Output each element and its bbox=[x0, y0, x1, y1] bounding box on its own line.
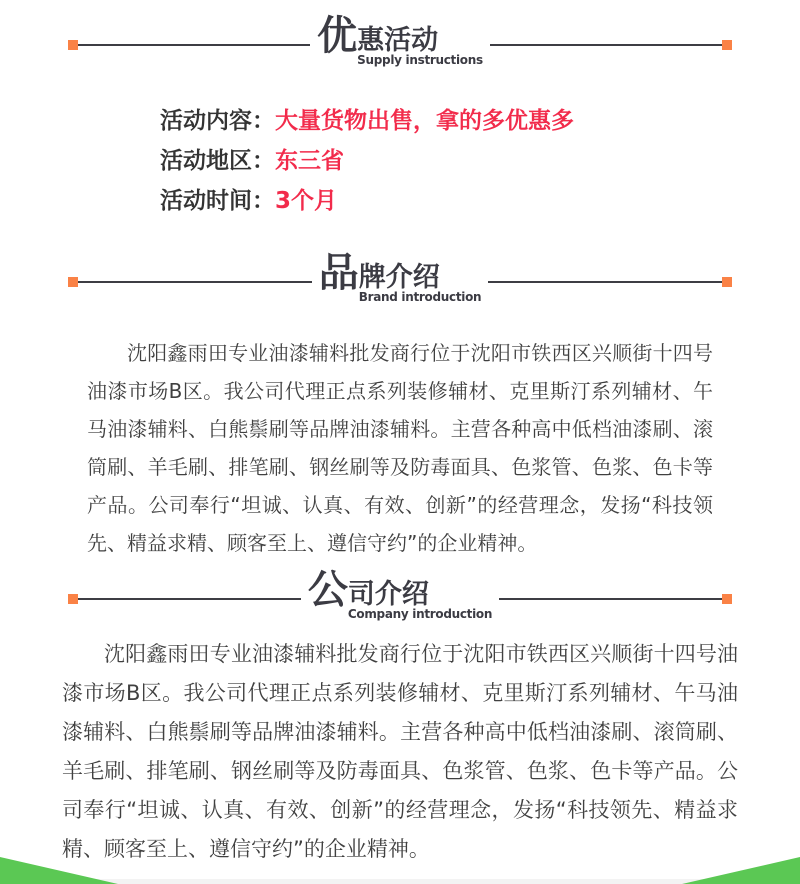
promo-title-big-char: 优 bbox=[317, 13, 358, 59]
accent-square-right bbox=[722, 594, 732, 604]
accent-square-right bbox=[722, 40, 732, 50]
company-title-rest: 司介绍 bbox=[347, 579, 429, 610]
promo-row-duration bbox=[160, 181, 800, 221]
header-line-left bbox=[78, 44, 310, 46]
section-header-promo bbox=[0, 13, 800, 67]
promo-row-value: 东三省 bbox=[275, 148, 344, 174]
promo-subtitle: Supply instructions bbox=[357, 53, 483, 67]
accent-square-left bbox=[68, 594, 78, 604]
brand-title bbox=[318, 250, 482, 296]
promo-row-value: 3个月 bbox=[275, 188, 338, 214]
promo-row-label: 活动时间： bbox=[160, 188, 275, 214]
promo-row-region bbox=[160, 141, 800, 181]
brand-title-big-char: 品 bbox=[318, 250, 359, 296]
brand-header-text bbox=[312, 250, 489, 304]
promo-row-content bbox=[160, 101, 800, 141]
accent-square-right bbox=[722, 277, 732, 287]
section-header-company bbox=[0, 567, 800, 621]
accent-square-left bbox=[68, 277, 78, 287]
promo-rows bbox=[160, 101, 800, 221]
header-line-left bbox=[78, 281, 312, 283]
company-subtitle: Company introduction bbox=[347, 607, 493, 621]
promo-row-value: 大量货物出售，拿的多优惠多 bbox=[275, 108, 574, 134]
promo-row-label: 活动内容： bbox=[160, 108, 275, 134]
header-line-right bbox=[499, 598, 722, 600]
accent-square-left bbox=[68, 40, 78, 50]
company-title-big-char: 公 bbox=[307, 567, 348, 613]
promo-row-label: 活动地区： bbox=[160, 148, 275, 174]
header-line-left bbox=[78, 598, 301, 600]
promo-header-text bbox=[310, 13, 490, 67]
header-line-right bbox=[490, 44, 722, 46]
header-line-right bbox=[488, 281, 722, 283]
company-title bbox=[307, 567, 492, 613]
brand-intro-paragraph: 沈阳鑫雨田专业油漆辅料批发商行位于沈阳市铁西区兴顺街十四号油漆市场B区。我公司代理正点系列装修辅材、克里斯汀系列辅材、午马油漆辅料、白熊鬃刷等品牌油漆辅料。主营各种高中低档油漆刷、滚筒刷、羊毛刷、排笔刷、钢丝刷等及防毒面具、色浆管、色浆、色卡等产品。公司奉行“坦诚、认真、有效、创新”的经营理念，发扬“科技领先、精益求精、顾客至上、遵信守约”的企业精神。 bbox=[87, 341, 713, 555]
bottom-strip bbox=[0, 879, 800, 884]
promo-title-rest: 惠活动 bbox=[357, 25, 439, 56]
brand-subtitle: Brand introduction bbox=[358, 290, 482, 304]
promo-title bbox=[317, 13, 483, 59]
company-header-text bbox=[301, 567, 499, 621]
company-intro-paragraph: 沈阳鑫雨田专业油漆辅料批发商行位于沈阳市铁西区兴顺街十四号油漆市场B区。我公司代理正点系列装修辅材、克里斯汀系列辅材、午马油漆辅料、白熊鬃刷等品牌油漆辅料。主营各种高中低档油漆刷、滚筒刷、羊毛刷、排笔刷、钢丝刷等及防毒面具、色浆管、色浆、色卡等产品。公司奉行“坦诚、认真、有效、创新”的经营理念，发扬“科技领先、精益求精、顾客至上、遵信守约”的企业精神。 bbox=[62, 642, 738, 861]
section-header-brand bbox=[0, 250, 800, 304]
brand-title-rest: 牌介绍 bbox=[358, 262, 440, 293]
